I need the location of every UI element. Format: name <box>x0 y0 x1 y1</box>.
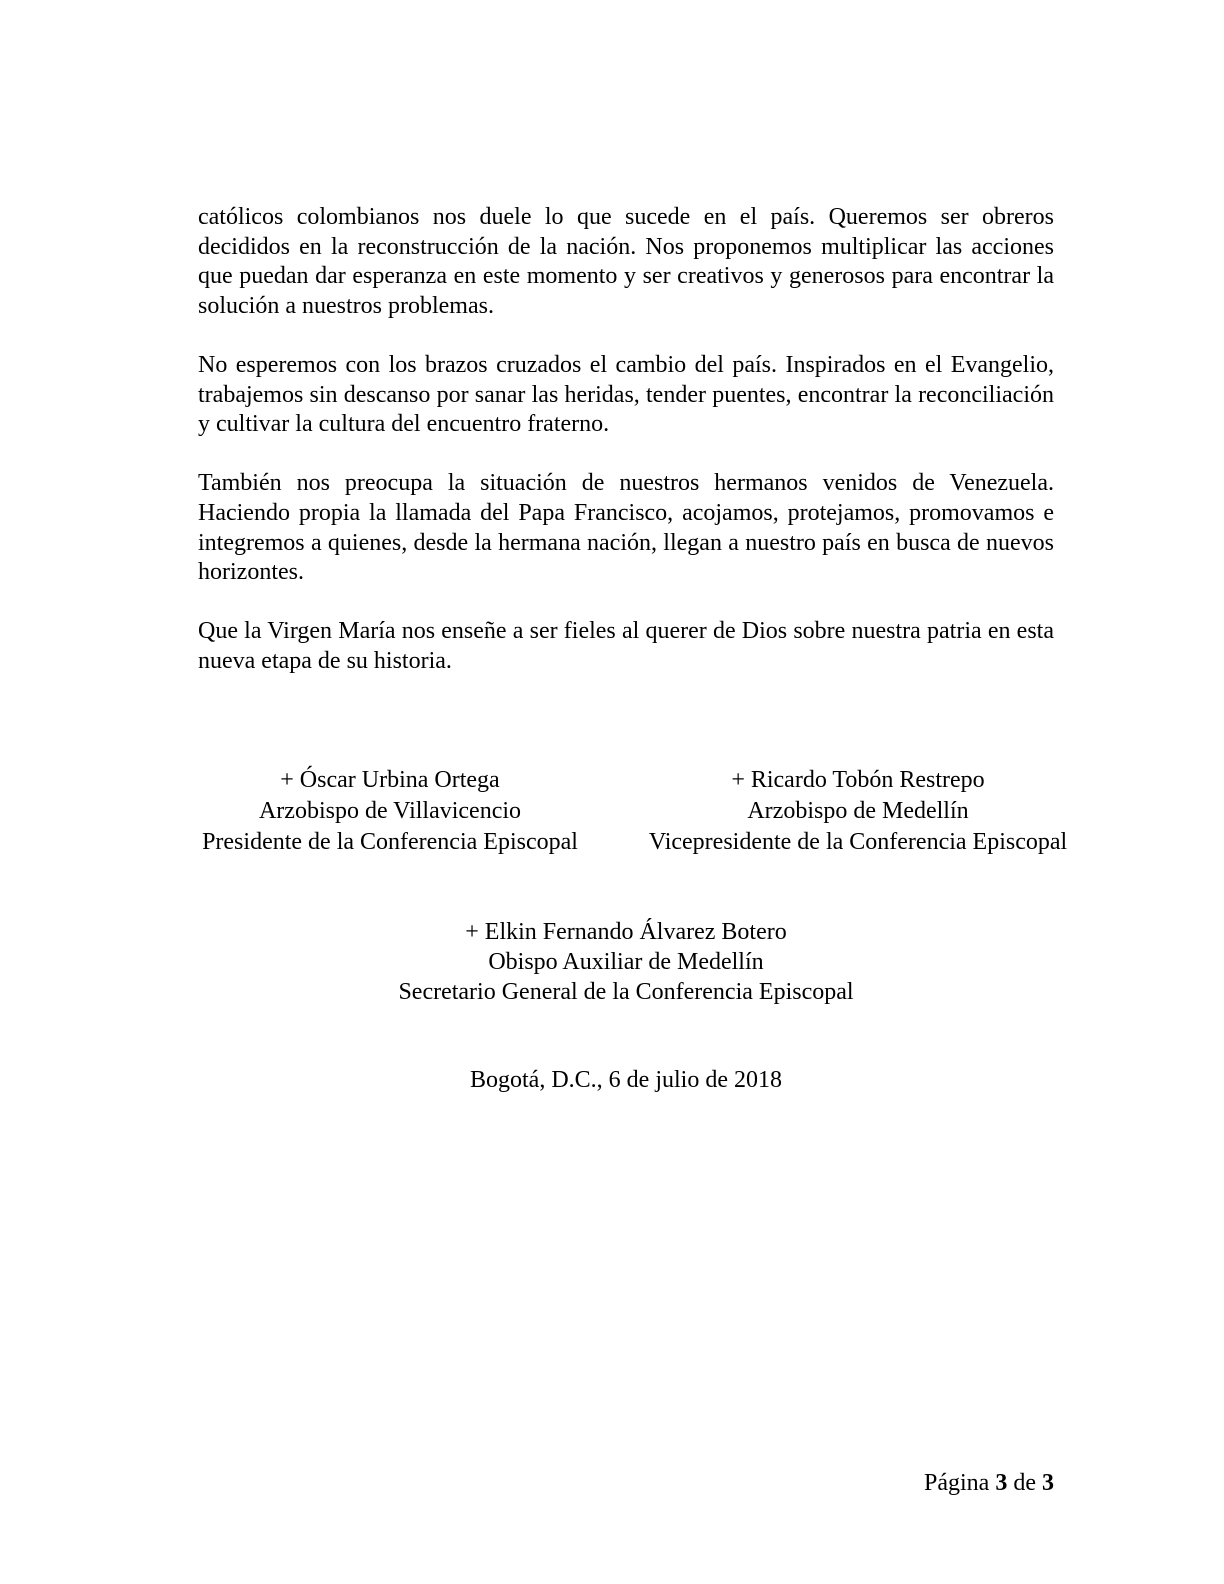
body-paragraph-1: católicos colombianos nos duele lo que sucede en el país. Queremos ser obreros decididos en la reconstrucción de la nación. Nos proponemos multiplicar las acciones que puedan dar esperanza en este momento y ser creativos y generosos para encontrar la solución a nuestros problemas. <box>198 204 1054 319</box>
body-text <box>198 203 1054 706</box>
footer-separator: de <box>1007 1470 1042 1496</box>
signature-block-president <box>180 765 600 858</box>
dateline: Bogotá, D.C., 6 de julio de 2018 <box>470 1067 782 1093</box>
signature-block-secretary <box>198 917 1054 1007</box>
signatory-title: Arzobispo de Villavicencio <box>258 798 522 824</box>
body-paragraph-2: No esperemos con los brazos cruzados el cambio del país. Inspirados en el Evangelio, trabajemos sin descanso por sanar las heridas, tender puentes, encontrar la reconciliación y cultivar la cultura del encuentro fraterno. <box>198 351 1054 438</box>
signatory-title: Arzobispo de Medellín <box>747 798 969 824</box>
footer-page-number: 3 <box>995 1470 1008 1496</box>
signatory-name: + Elkin Fernando Álvarez Botero <box>465 919 787 945</box>
signatory-role: Vicepresidente de la Conferencia Episcopal <box>648 829 1068 855</box>
body-paragraph-3: También nos preocupa la situación de nuestros hermanos venidos de Venezuela. Haciendo propia la llamada del Papa Francisco, acojamos, protejamos, promovamos e integremos a quienes, desde la hermana nación, llegan a nuestro país en busca de nuevos horizontes. <box>198 470 1054 586</box>
signatory-role: Presidente de la Conferencia Episcopal <box>202 829 578 855</box>
signatory-name: + Óscar Urbina Ortega <box>280 767 500 793</box>
signature-row <box>0 765 1224 861</box>
body-paragraph-4: Que la Virgen María nos enseñe a ser fieles al querer de Dios sobre nuestra patria en esta nueva etapa de su historia. <box>198 618 1054 674</box>
page-footer <box>198 1468 1054 1498</box>
footer-total-pages: 3 <box>1042 1470 1054 1496</box>
signatory-title: Obispo Auxiliar de Medellín <box>488 949 764 975</box>
signatory-role: Secretario General de la Conferencia Episcopal <box>398 979 854 1005</box>
footer-label: Página <box>924 1470 996 1496</box>
signatory-name: + Ricardo Tobón Restrepo <box>731 767 985 793</box>
signature-block-vicepresident <box>623 765 1093 858</box>
